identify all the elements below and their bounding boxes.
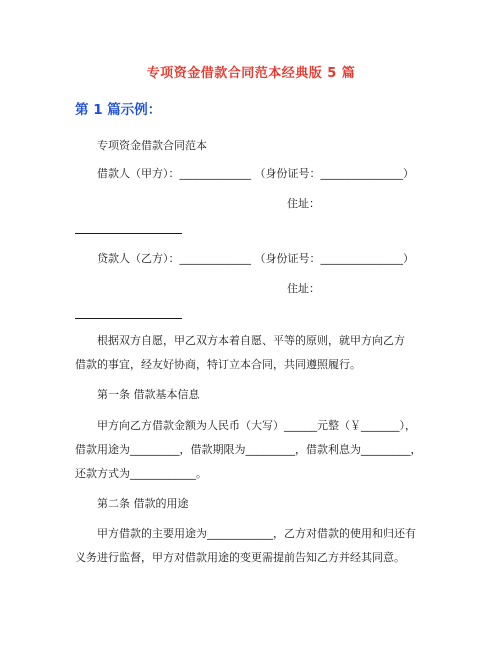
article-1-line-1: 甲方向乙方借款金额为人民币（大写）______元整（￥_______）， [97,419,416,432]
article-1-line-2: 借款用途为_________，借款期限为_________，借款利息为_________， [75,443,422,456]
article-1-line-3: 还款方式为____________。 [75,467,207,480]
borrower-address-blank [75,233,182,234]
lender-line: 贷款人（乙方）：_____________ （身份证号：_______________） [97,252,414,265]
lender-address-label: 住址： [287,282,320,295]
article-2-line-2: 义务进行监督，甲方对借款用途的变更需提前告知乙方并经其同意。 [75,551,405,564]
article-1-heading: 第一条 借款基本信息 [97,388,200,401]
borrower-line: 借款人（甲方）：_____________ （身份证号：_______________） [97,167,414,180]
section-heading: 第 1 篇示例： [75,102,162,118]
lender-address-blank [75,318,182,319]
borrower-address-label: 住址： [287,197,320,210]
preamble-line-2: 借款的事宜，经友好协商，特订立本合同，共同遵照履行。 [75,358,361,371]
preamble-line-1: 根据双方自愿，甲乙双方本着自愿、平等的原则，就甲方向乙方 [97,334,405,347]
article-2-line-1: 甲方借款的主要用途为____________，乙方对借款的使用和归还有 [97,527,416,540]
document-title: 专项资金借款合同范本经典版 5 篇 [146,66,356,81]
contract-name-line: 专项资金借款合同范本 [97,139,207,152]
article-2-heading: 第二条 借款的用途 [97,497,189,510]
